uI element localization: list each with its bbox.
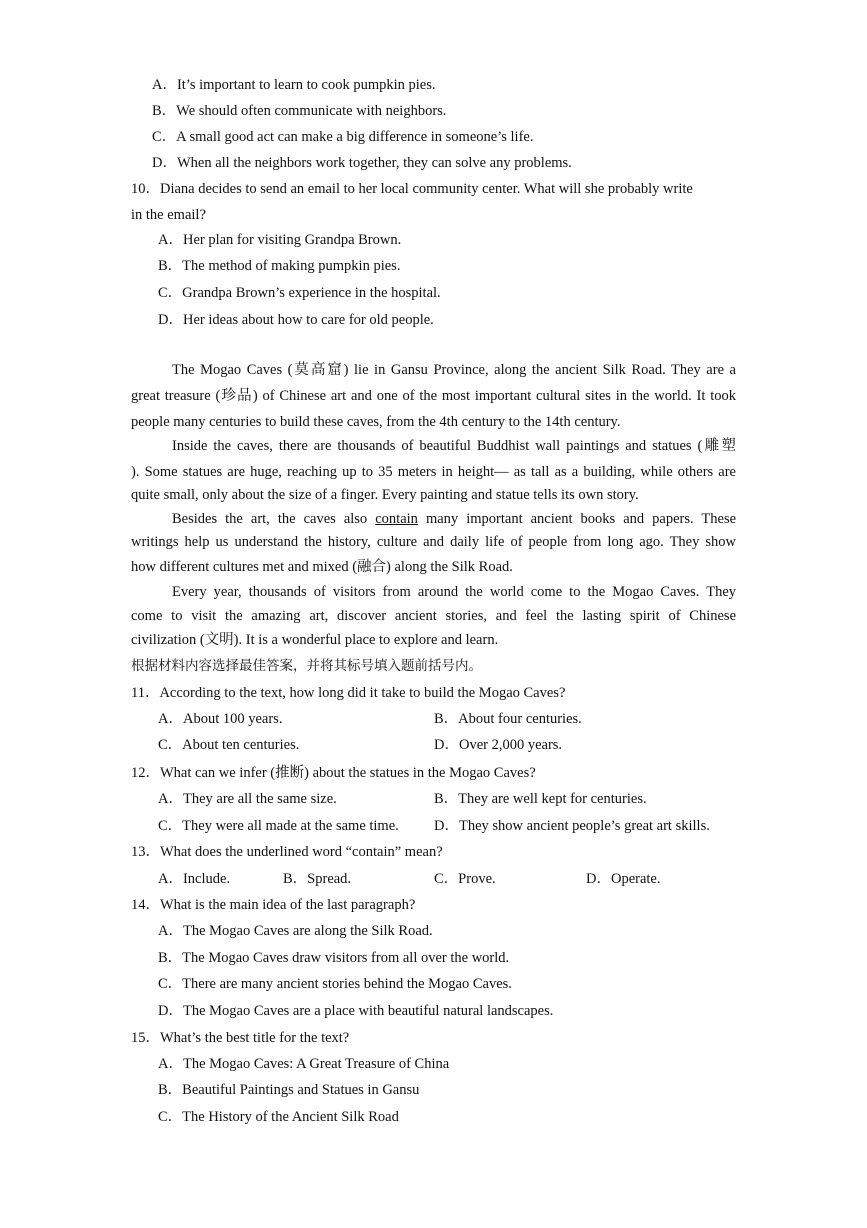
q13-option-b: B．Spread.: [283, 871, 352, 887]
q10-option-c: C．Grandpa Brown’s experience in the hospital.: [158, 285, 441, 301]
q9-option-a: A．It’s important to learn to cook pumpkin pies.: [152, 77, 436, 93]
underlined-word-contain: contain: [375, 511, 418, 527]
q9-option-d: D．When all the neighbors work together, they can solve any problems.: [152, 155, 572, 171]
q10-option-d: D．Her ideas about how to care for old people.: [158, 312, 434, 328]
q11-option-c: C．About ten centuries.: [158, 737, 300, 753]
q10-option-b: B．The method of making pumpkin pies.: [158, 258, 401, 274]
q14-option-c: C．There are many ancient stories behind the Mogao Caves.: [158, 976, 512, 992]
q11-option-a: A．About 100 years.: [158, 711, 283, 727]
q15-option-b: B．Beautiful Paintings and Statues in Gansu: [158, 1082, 420, 1098]
q12-option-b: B．They are well kept for centuries.: [434, 791, 647, 807]
q14-option-b: B．The Mogao Caves draw visitors from all over the world.: [158, 950, 510, 966]
q12-option-a: A．They are all the same size.: [158, 791, 337, 807]
q9-option-c: C．A small good act can make a big difference in someone’s life.: [152, 129, 534, 145]
passage-p1-line1: The Mogao Caves (莫高窟) lie in Gansu Province, along the ancient Silk Road. They are a: [172, 362, 736, 378]
q12-option-d: D．They show ancient people’s great art skills.: [434, 818, 710, 834]
q10-stem-line1: 10．Diana decides to send an email to her local community center. What will she probably write: [131, 181, 693, 197]
instruction: 根据材料内容选择最佳答案，并将其标号填入题前括号内。: [131, 658, 482, 674]
passage-p2-line2: ). Some statues are huge, reaching up to 35 meters in height— as tall as a building, while others are: [131, 464, 736, 480]
q13-option-d: D．Operate.: [586, 871, 661, 887]
q15-option-c: C．The History of the Ancient Silk Road: [158, 1109, 399, 1125]
passage-p4-line1: Every year, thousands of visitors from around the world come to the Mogao Caves. They: [172, 584, 736, 600]
q12-stem: 12．What can we infer (推断) about the statues in the Mogao Caves?: [131, 765, 536, 781]
passage-p3-line1: [172, 510, 736, 528]
passage-p3-line1-after: many important ancient books and papers. These: [425, 511, 737, 527]
q10-option-a: A．Her plan for visiting Grandpa Brown.: [158, 232, 402, 248]
passage-p4-line3: civilization (文明). It is a wonderful place to explore and learn.: [131, 632, 499, 648]
passage-p1-line3: people many centuries to build these caves, from the 4th century to the 14th century.: [131, 414, 621, 430]
q15-option-a: A．The Mogao Caves: A Great Treasure of China: [158, 1056, 450, 1072]
q11-option-d: D．Over 2,000 years.: [434, 737, 563, 753]
q11-stem: 11．According to the text, how long did it take to build the Mogao Caves?: [131, 685, 566, 701]
q13-stem: 13．What does the underlined word “contain” mean?: [131, 844, 443, 860]
q11-option-b: B．About four centuries.: [434, 711, 582, 727]
passage-p1-line2: great treasure (珍品) of Chinese art and one of the most important cultural sites in the world. It took: [131, 388, 736, 404]
q9-option-b: B．We should often communicate with neighbors.: [152, 103, 447, 119]
q13-option-c: C．Prove.: [434, 871, 496, 887]
q14-option-a: A．The Mogao Caves are along the Silk Road.: [158, 923, 433, 939]
q10-stem-line2: in the email?: [131, 207, 206, 223]
passage-p3-line2: writings help us understand the history, culture and daily life of people from long ago. They show: [131, 534, 736, 550]
q15-stem: 15．What’s the best title for the text?: [131, 1030, 350, 1046]
passage-p3-line3: how different cultures met and mixed (融合) along the Silk Road.: [131, 559, 513, 575]
q14-option-d: D．The Mogao Caves are a place with beautiful natural landscapes.: [158, 1003, 554, 1019]
passage-p2-line1: Inside the caves, there are thousands of beautiful Buddhist wall paintings and statues (雕塑: [172, 438, 736, 454]
q13-option-a: A．Include.: [158, 871, 231, 887]
q12-option-c: C．They were all made at the same time.: [158, 818, 399, 834]
q14-stem: 14．What is the main idea of the last paragraph?: [131, 897, 416, 913]
passage-p2-line3: quite small, only about the size of a finger. Every painting and statue tells its own story.: [131, 487, 639, 503]
passage-p3-line1-before: Besides the art, the caves also: [172, 511, 368, 527]
passage-p4-line2: come to visit the amazing art, discover ancient stories, and feel the lasting spirit of Chinese: [131, 608, 736, 624]
